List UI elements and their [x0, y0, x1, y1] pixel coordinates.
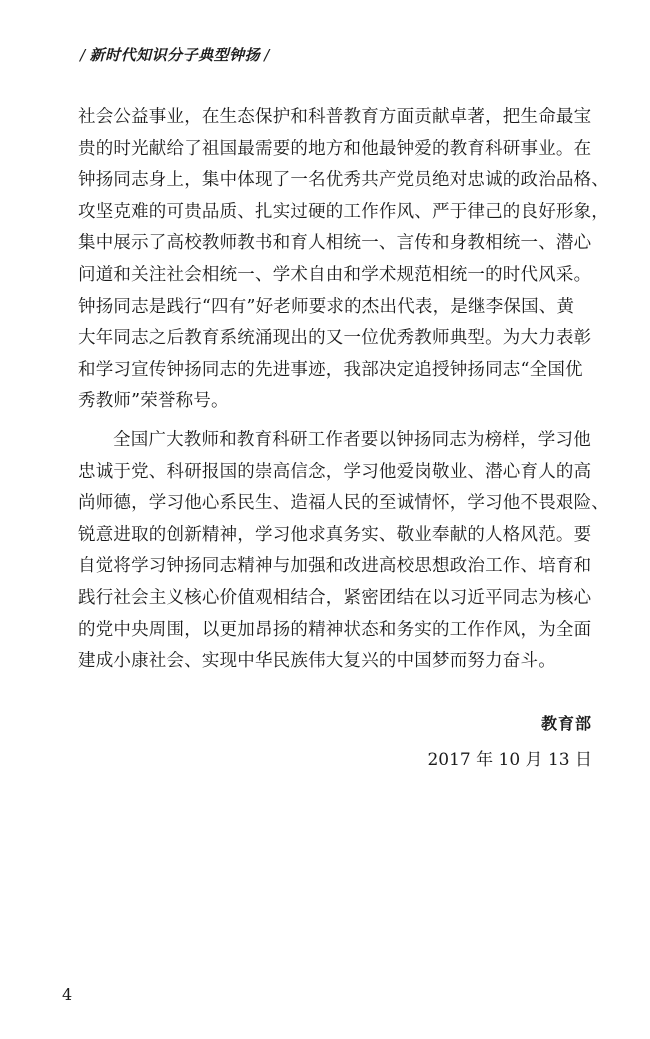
running-header [76, 44, 274, 65]
text-line: 的党中央周围，以更加昂扬的精神状态和务实的工作作风，为全面 [78, 619, 592, 640]
text-line: 自觉将学习钟扬同志精神与加强和改进高校思想政治工作、培育和 [78, 556, 592, 577]
text-line: 社会公益事业，在生态保护和科普教育方面贡献卓著，把生命最宝 [78, 107, 592, 127]
text-line: 践行社会主义核心价值观相结合，紧密团结在以习近平同志为核心 [78, 587, 592, 608]
paragraph-2 [78, 425, 614, 678]
text-line: 秀教师”荣誉称号。 [78, 391, 229, 412]
text-line: 全国广大教师和教育科研工作者要以钟扬同志为榜样，学习他 [113, 429, 591, 450]
header-slash-left: / [80, 46, 86, 64]
signature-date: 2017 年 10 月 13 日 [427, 750, 592, 770]
text-line: 和学习宣传钟扬同志的先进事迹，我部决定追授钟扬同志“全国优 [78, 359, 583, 380]
text-line: 贵的时光献给了祖国最需要的地方和他最钟爱的教育科研事业。在 [78, 138, 592, 159]
paragraph-1 [78, 102, 614, 418]
text-line: 建成小康社会、实现中华民族伟大复兴的中国梦而努力奋斗。 [78, 651, 556, 672]
header-title: 新时代知识分子典型钟扬 [89, 46, 261, 64]
paragraph-gap [78, 418, 614, 425]
text-line: 问道和关注社会相统一、学术自由和学术规范相统一的时代风采。 [78, 264, 592, 285]
text-line: 集中展示了高校教师教书和育人相统一、言传和身教相统一、潜心 [78, 233, 592, 254]
text-line: 锐意进取的创新精神，学习他求真务实、敬业奉献的人格风范。要 [78, 524, 592, 545]
text-line: 攻坚克难的可贵品质、扎实过硬的工作作风、严于律己的良好形象， [78, 201, 609, 222]
text-line: 大年同志之后教育系统涌现出的又一位优秀教师典型。为大力表彰 [78, 328, 592, 349]
signature-org: 教育部 [540, 714, 592, 733]
header-slash-right: / [264, 46, 270, 64]
body-text [78, 102, 614, 678]
text-line: 忠诚于党、科研报国的崇高信念，学习他爱岗敬业、潜心育人的高 [78, 461, 592, 482]
text-line: 钟扬同志身上，集中体现了一名优秀共产党员绝对忠诚的政治品格、 [78, 170, 609, 191]
page-number: 4 [62, 985, 73, 1004]
text-line: 尚师德，学习他心系民生、造福人民的至诚情怀，学习他不畏艰险、 [78, 493, 609, 514]
text-line: 钟扬同志是践行“四有”好老师要求的杰出代表，是继李保国、黄 [78, 296, 575, 317]
